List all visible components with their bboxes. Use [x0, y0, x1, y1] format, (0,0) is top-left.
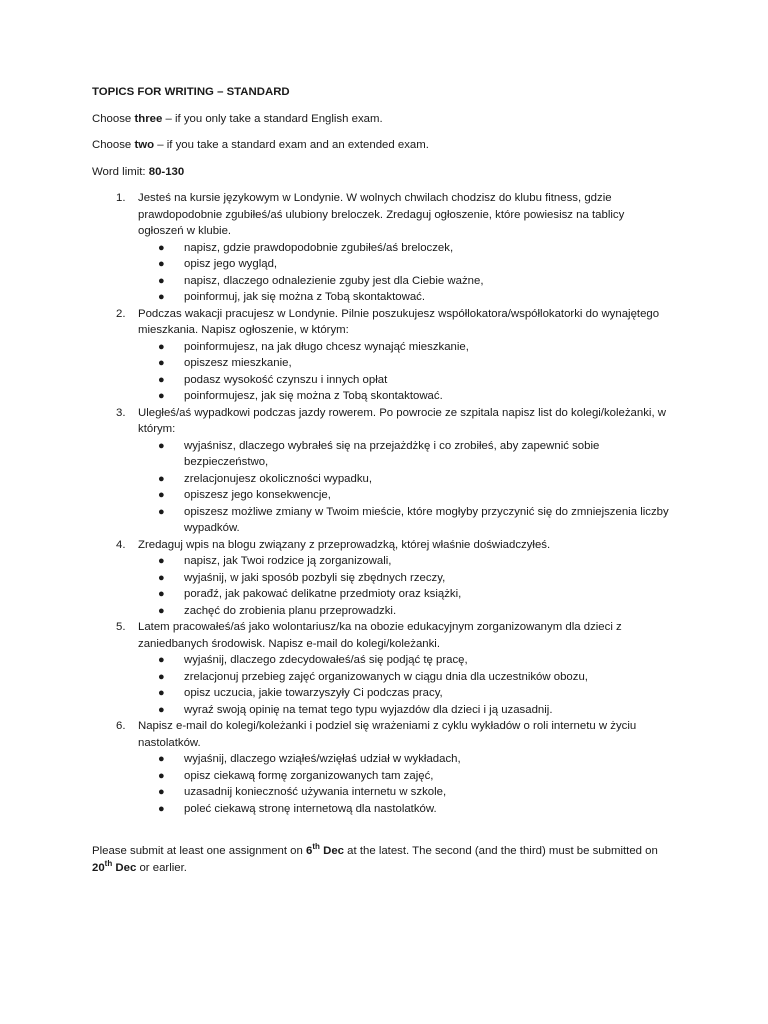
date-2-month: Dec: [112, 861, 137, 874]
task-text: Latem pracowałeś/aś jako wolontariusz/ka na obozie edukacyjnym zorganizowanym dla dzieci z zaniedbanych środowisk. Napisz e-mail do kolegi/koleżanki.: [138, 621, 622, 650]
instruction-two-bold: two: [134, 139, 155, 151]
task-point: [138, 339, 672, 356]
bullet-icon: ●: [158, 505, 165, 518]
bullet-icon: ●: [158, 439, 165, 452]
bullet-icon: ●: [158, 703, 165, 716]
bullet-icon: ●: [158, 588, 165, 600]
task-point: [138, 256, 672, 273]
task-text: Zredaguj wpis na blogu związany z przeprowadzką, której właśnie doświadczyłeś.: [138, 538, 551, 551]
task-point: [138, 273, 672, 290]
instruction-three-bold: three: [134, 112, 163, 125]
task-point-text: poinformujesz, jak się można z Tobą skontaktować.: [184, 390, 443, 402]
task-points: [138, 553, 672, 619]
task-point-text: opiszesz możliwe zmiany w Twoim mieście, które mogłyby przyczynić się do zmniejszenia liczby wypadków.: [184, 505, 669, 534]
word-limit-label: Word limit:: [92, 165, 149, 178]
task-item: [92, 718, 672, 817]
submission-note-part2: at the latest. The second (and the third) must be submitted on: [343, 845, 658, 857]
task-item: [92, 405, 672, 537]
bullet-icon: ●: [158, 291, 165, 303]
task-points: [138, 751, 672, 817]
task-point: [138, 801, 672, 818]
task-point: [138, 603, 672, 620]
date-1-month: Dec: [319, 845, 344, 857]
task-number: 5.: [116, 621, 126, 633]
task-point: [138, 388, 672, 405]
bullet-icon: ●: [158, 472, 165, 485]
page-title: TOPICS FOR WRITING – STANDARD: [92, 86, 290, 98]
task-point: [138, 751, 672, 768]
task-point-text: uzasadnij konieczność używania internetu w szkole,: [184, 786, 447, 798]
instruction-three-pre: Choose: [92, 112, 135, 125]
task-point: [138, 784, 672, 801]
date-2-suffix: th: [104, 858, 113, 868]
task-item: [92, 537, 672, 620]
date-1-suffix: th: [312, 842, 320, 852]
date-2-day: 20: [92, 861, 105, 874]
bullet-icon: ●: [158, 753, 165, 765]
task-number: 3.: [116, 406, 126, 419]
bullet-icon: ●: [158, 340, 165, 353]
task-point: [138, 702, 672, 719]
task-point-text: opisz uczucia, jakie towarzyszyły Ci podczas pracy,: [184, 687, 443, 699]
task-point-text: opisz ciekawą formę zorganizowanych tam zajęć,: [184, 769, 434, 782]
task-point: [138, 372, 672, 389]
bullet-icon: ●: [158, 802, 165, 815]
submission-note-part1: Please submit at least one assignment on: [92, 845, 307, 857]
task-point-text: zrelacjonuj przebieg zajęć organizowanych w ciągu dnia dla uczestników obozu,: [184, 670, 588, 683]
task-text: Jesteś na kursie językowym w Londynie. W wolnych chwilach chodzisz do klubu fitness, gdzie prawdopodobnie zgubiłeś/aś ulubiony breloczek. Zredaguj ogłoszenie, które powiesisz na tablicy ogłoszeń w klubie.: [138, 192, 625, 237]
instruction-two-pre: Choose: [92, 139, 135, 151]
task-point-text: wyjaśnij, w jaki sposób pozbyli się zbędnych rzeczy,: [184, 571, 446, 584]
bullet-icon: ●: [158, 769, 165, 782]
task-point: [138, 504, 672, 537]
task-point-text: porađź, jak pakować delikatne przedmioty oraz książki,: [184, 588, 462, 600]
task-point-text: wyjaśnij, dlaczego zdecydowałeś/aś się podjąć tę pracę,: [184, 654, 468, 666]
task-point: [138, 355, 672, 372]
bullet-icon: ●: [158, 258, 165, 270]
task-point-text: poleć ciekawą stronę internetową dla nastolatków.: [184, 802, 437, 815]
task-points: [138, 240, 672, 306]
task-number: 2.: [116, 307, 126, 320]
bullet-icon: ●: [158, 604, 165, 617]
task-point: [138, 669, 672, 686]
task-point-text: napisz, jak Twoi rodzice ją zorganizowali,: [184, 555, 392, 567]
bullet-icon: ●: [158, 390, 165, 402]
task-list: [92, 190, 672, 817]
bullet-icon: ●: [158, 786, 165, 798]
submission-date-1: [306, 842, 344, 857]
task-points: [138, 652, 672, 718]
submission-date-2: [92, 858, 137, 874]
task-text: Napisz e-mail do kolegi/koleżanki i podziel się wrażeniami z cyklu wykładów o roli internetu w życiu nastolatków.: [138, 720, 637, 749]
instruction-two: [92, 137, 672, 154]
task-point-text: wyjaśnij, dlaczego wziąłeś/wzięłaś udział w wykładach,: [184, 753, 461, 765]
word-limit: [92, 164, 672, 181]
submission-note-part3: or earlier.: [136, 861, 187, 874]
task-point-text: napisz, gdzie prawdopodobnie zgubiłeś/aś breloczek,: [184, 241, 454, 254]
task-number: 1.: [116, 192, 126, 204]
bullet-icon: ●: [158, 654, 165, 666]
task-point: [138, 471, 672, 488]
date-1-day: 6: [306, 845, 313, 857]
task-point: [138, 438, 672, 471]
task-point-text: opisz jego wygląd,: [184, 258, 278, 270]
task-item: [92, 190, 672, 306]
bullet-icon: ●: [158, 357, 165, 369]
bullet-icon: ●: [158, 687, 165, 699]
task-point: [138, 768, 672, 785]
task-point-text: poinformuj, jak się można z Tobą skontaktować.: [184, 291, 426, 303]
task-point-text: zachęć do zrobienia planu przeprowadzki.: [184, 604, 397, 617]
task-point: [138, 586, 672, 603]
word-limit-value: 80-130: [148, 165, 185, 178]
task-item: [92, 306, 672, 405]
document-content: [92, 84, 672, 876]
task-item: [92, 619, 672, 718]
task-point-text: wyjaśnisz, dlaczego wybrałeś się na przejażdżkę i co zrobiłeś, aby zapewnić sobie bezpieczeństwo,: [184, 439, 600, 468]
task-point-text: napisz, dlaczego odnalezienie zguby jest dla Ciebie ważne,: [184, 274, 484, 287]
task-point: [138, 652, 672, 669]
task-point: [138, 570, 672, 587]
task-point-text: wyraź swoją opinię na temat tego typu wyjazdów dla dzieci i ją uzasadnij.: [184, 703, 553, 716]
bullet-icon: ●: [158, 571, 165, 584]
instruction-three-post: – if you only take a standard English exam.: [162, 112, 383, 125]
bullet-icon: ●: [158, 274, 165, 287]
bullet-icon: ●: [158, 241, 165, 254]
task-point: [138, 487, 672, 504]
task-point-text: opiszesz jego konsekwencje,: [184, 489, 331, 501]
task-number: 6.: [116, 720, 126, 732]
task-number: 4.: [116, 538, 126, 551]
task-point: [138, 553, 672, 570]
task-point-text: zrelacjonujesz okoliczności wypadku,: [184, 472, 373, 485]
task-point: [138, 685, 672, 702]
bullet-icon: ●: [158, 373, 165, 386]
task-point-text: poinformujesz, na jak długo chcesz wynająć mieszkanie,: [184, 340, 469, 353]
task-points: [138, 339, 672, 405]
task-point-text: opiszesz mieszkanie,: [184, 357, 292, 369]
task-point-text: podasz wysokość czynszu i innych opłat: [184, 373, 388, 386]
task-points: [138, 438, 672, 537]
bullet-icon: ●: [158, 670, 165, 683]
instruction-three: [92, 111, 672, 128]
bullet-icon: ●: [158, 489, 165, 501]
task-point: [138, 289, 672, 306]
task-text: Podczas wakacji pracujesz w Londynie. Pilnie poszukujesz współlokatora/współlokatorki do wynajętego mieszkania. Napisz ogłoszenie, w którym:: [138, 307, 660, 336]
task-text: Uległeś/aś wypadkowi podczas jazdy rowerem. Po powrocie ze szpitala napisz list do kolegi/koleżanki, w którym:: [138, 406, 667, 435]
task-point: [138, 240, 672, 257]
instruction-two-post: – if you take a standard exam and an extended exam.: [154, 139, 429, 151]
bullet-icon: ●: [158, 555, 165, 567]
submission-note: [92, 843, 672, 876]
